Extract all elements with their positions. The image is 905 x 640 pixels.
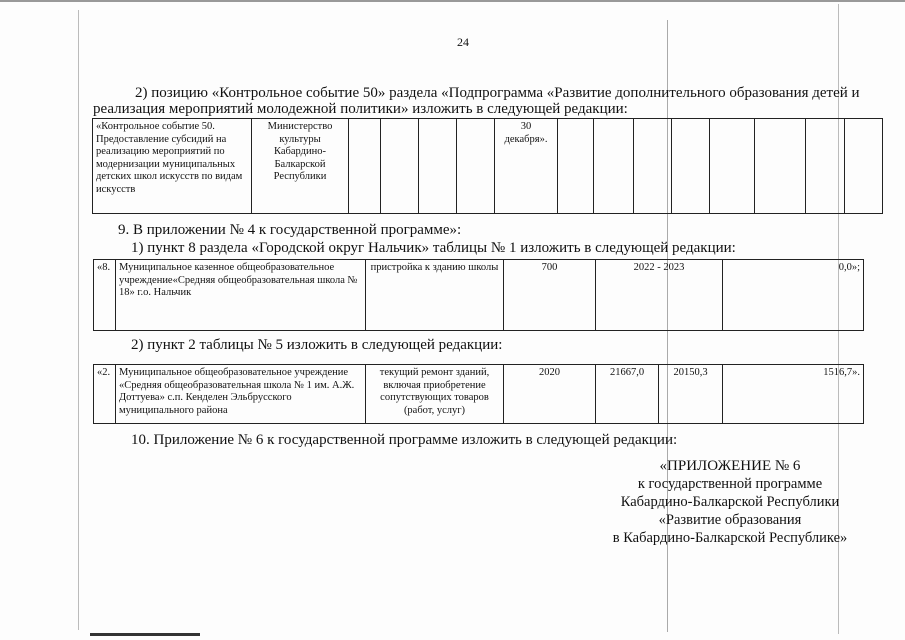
event50-executor-cell: Министерство культуры Кабардино-Балкарской Республики [252, 119, 349, 214]
appendix-title: «ПРИЛОЖЕНИЕ № 6 [659, 458, 801, 474]
table-cell [457, 119, 495, 214]
school1-table [93, 364, 864, 424]
item-9-heading: 9. В приложении № 4 к государственной программе»: [118, 222, 462, 238]
value-cell: 0,0»; [723, 260, 864, 331]
table-cell [558, 119, 594, 214]
table-cell [806, 119, 845, 214]
table-cell [634, 119, 672, 214]
table-row [94, 365, 864, 424]
item-9-1-text: 1) пункт 8 раздела «Городской округ Нальчик» таблицы № 1 изложить в следующей редакции: [131, 240, 736, 256]
school-name-cell: Муниципальное казенное общеобразовательное учреждение«Средняя общеобразовательная школа № 18» г.о. Нальчик [116, 260, 366, 331]
school-name-cell: Муниципальное общеобразовательное учреждение «Средняя общеобразовательная школа № 1 им. А.Ж. Доттуева» с.п. Кенделен Эльбрусского муниципального района [116, 365, 366, 424]
appendix-header [600, 457, 860, 547]
scan-edge-left [78, 10, 79, 630]
value2-cell: 20150,3 [659, 365, 723, 424]
table-cell [845, 119, 883, 214]
page-number: 24 [457, 35, 469, 49]
event50-date-cell: 30 декабря». [495, 119, 558, 214]
item-10-text: 10. Приложение № 6 к государственной программе изложить в следующей редакции: [131, 432, 678, 448]
scan-line-top [0, 0, 905, 2]
scan-mark-bottom [90, 633, 200, 636]
table-row [93, 119, 883, 214]
para-event50-line1: 2) позицию «Контрольное событие 50» раздела «Подпрограмма «Развитие дополнительного образования детей и [135, 85, 860, 101]
appendix-line5: в Кабардино-Балкарской Республике» [612, 530, 848, 546]
table-cell [349, 119, 381, 214]
work-type-cell: текущий ремонт зданий, включая приобретение сопутствующих товаров (работ, услуг) [366, 365, 504, 424]
row-number-cell: «2. [94, 365, 116, 424]
para-event50-line2: реализация мероприятий молодежной политики» изложить в следующей редакции: [93, 101, 628, 117]
table-cell [419, 119, 457, 214]
period-cell: 2022 - 2023 [596, 260, 723, 331]
work-type-cell: пристройка к зданию школы [366, 260, 504, 331]
appendix-line2: к государственной программе [637, 476, 823, 492]
school18-table [93, 259, 864, 331]
amount-cell: 700 [504, 260, 596, 331]
appendix-line3: Кабардино-Балкарской Республики [620, 494, 840, 510]
table-cell [672, 119, 710, 214]
table-cell [381, 119, 419, 214]
value3-cell: 1516,7». [723, 365, 864, 424]
appendix-line4: «Развитие образования [658, 512, 802, 528]
event50-table [92, 118, 883, 214]
table-cell [755, 119, 806, 214]
table-cell [594, 119, 634, 214]
year-cell: 2020 [504, 365, 596, 424]
table-cell [710, 119, 755, 214]
event50-description-cell: «Контрольное событие 50. Предоставление субсидий на реализацию мероприятий по модернизации муниципальных детских школ искусств по видам искусств [93, 119, 252, 214]
item-9-2-text: 2) пункт 2 таблицы № 5 изложить в следующей редакции: [131, 337, 503, 353]
table-row [94, 260, 864, 331]
row-number-cell: «8. [94, 260, 116, 331]
value1-cell: 21667,0 [596, 365, 659, 424]
